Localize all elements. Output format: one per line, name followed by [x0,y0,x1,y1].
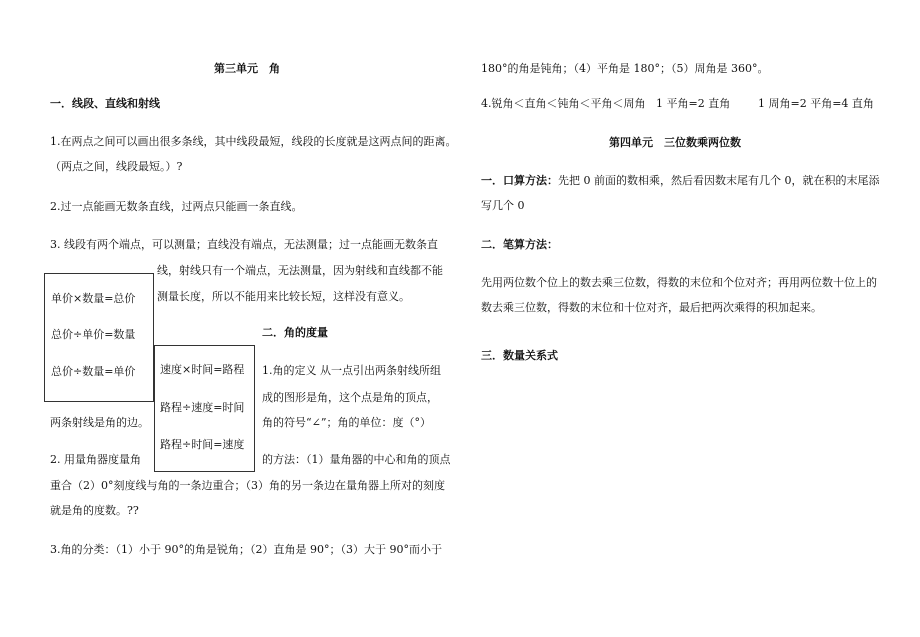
speed-formula-box [154,345,255,472]
straight-angle-relation: 1 平角=2 直角 [656,97,731,110]
classification-line-1: 3.角的分类：（1）小于 90°的角是锐角；（2）直角是 90°；（3）大于 90°而小于 [50,543,442,556]
unit-title-4: 第四单元 三位数乘两位数 [609,136,741,149]
angle-order: 4.锐角＜直角＜钝角＜平角＜周角 [481,97,646,110]
paragraph-3-line-2: 线，射线只有一个端点，无法测量，因为射线和直线都不能 [157,264,443,277]
price-formula-box [44,273,154,402]
unit-title-3: 第三单元 角 [214,62,280,75]
mental-calc-line-1 [481,174,880,188]
quantity-relation-heading: 三．数量关系式 [481,349,558,362]
mental-calc-label: 一．口算方法： [481,174,558,187]
mental-calc-text: 先把 0 前面的数相乘，然后看因数末尾有几个 0，就在积的末尾添 [558,174,880,187]
angle-edges-text: 两条射线是角的边。 [50,416,149,429]
written-calc-line-2: 数去乘三位数，得数的末位和十位对齐，最后把两次乘得的积加起来。 [481,301,822,314]
angle-definition-line-3: 角的符号“∠”；角的单位：度（°） [262,416,431,429]
formula-time: 路程÷速度=时间 [160,401,245,414]
paragraph-1-line-1: 1.在两点之间可以画出很多条线，其中线段最短，线段的长度就是这两点间的距离。 [50,135,457,148]
section-heading-lines: 一．线段、直线和射线 [50,97,160,110]
measure-line-3: 就是角的度数。?? [50,504,139,517]
mental-calc-line-2: 写几个 0 [481,199,525,212]
formula-distance: 速度×时间=路程 [160,363,245,376]
paragraph-3-line-3: 测量长度，所以不能用来比较长短，这样没有意义。 [157,290,410,303]
written-calc-line-1: 先用两位数个位上的数去乘三位数，得数的末位和个位对齐；再用两位数十位上的 [481,276,877,289]
full-angle-relation: 1 周角=2 平角=4 直角 [758,97,874,110]
formula-total-price: 单价×数量=总价 [51,292,136,305]
measure-line-2: 重合（2）0°刻度线与角的一条边重合；（3）角的另一条边在量角器上所对的刻度 [50,479,445,492]
measure-line-1-right: 的方法：（1）量角器的中心和角的顶点 [262,453,451,466]
paragraph-1-line-2: （两点之间，线段最短。）? [50,160,183,173]
section-heading-angle-measure: 二．角的度量 [262,326,328,339]
formula-quantity: 总价÷单价=数量 [51,328,136,341]
paragraph-2: 2.过一点能画无数条直线，过两点只能画一条直线。 [50,200,303,213]
angle-definition-line-2: 成的图形是角，这个点是角的顶点， [262,391,438,404]
measure-line-1-left: 2. 用量角器度量角 [50,453,141,466]
classification-line-2: 180°的角是钝角；（4）平角是 180°；（5）周角是 360°。 [481,62,769,75]
formula-speed: 路程÷时间=速度 [160,438,245,451]
written-calc-heading: 二．笔算方法： [481,238,558,251]
angle-definition-line-1: 1.角的定义 从一点引出两条射线所组 [262,364,441,377]
formula-unit-price: 总价÷数量=单价 [51,365,136,378]
paragraph-3-line-1: 3. 线段有两个端点，可以测量；直线没有端点，无法测量；过一点能画无数条直 [50,238,438,251]
